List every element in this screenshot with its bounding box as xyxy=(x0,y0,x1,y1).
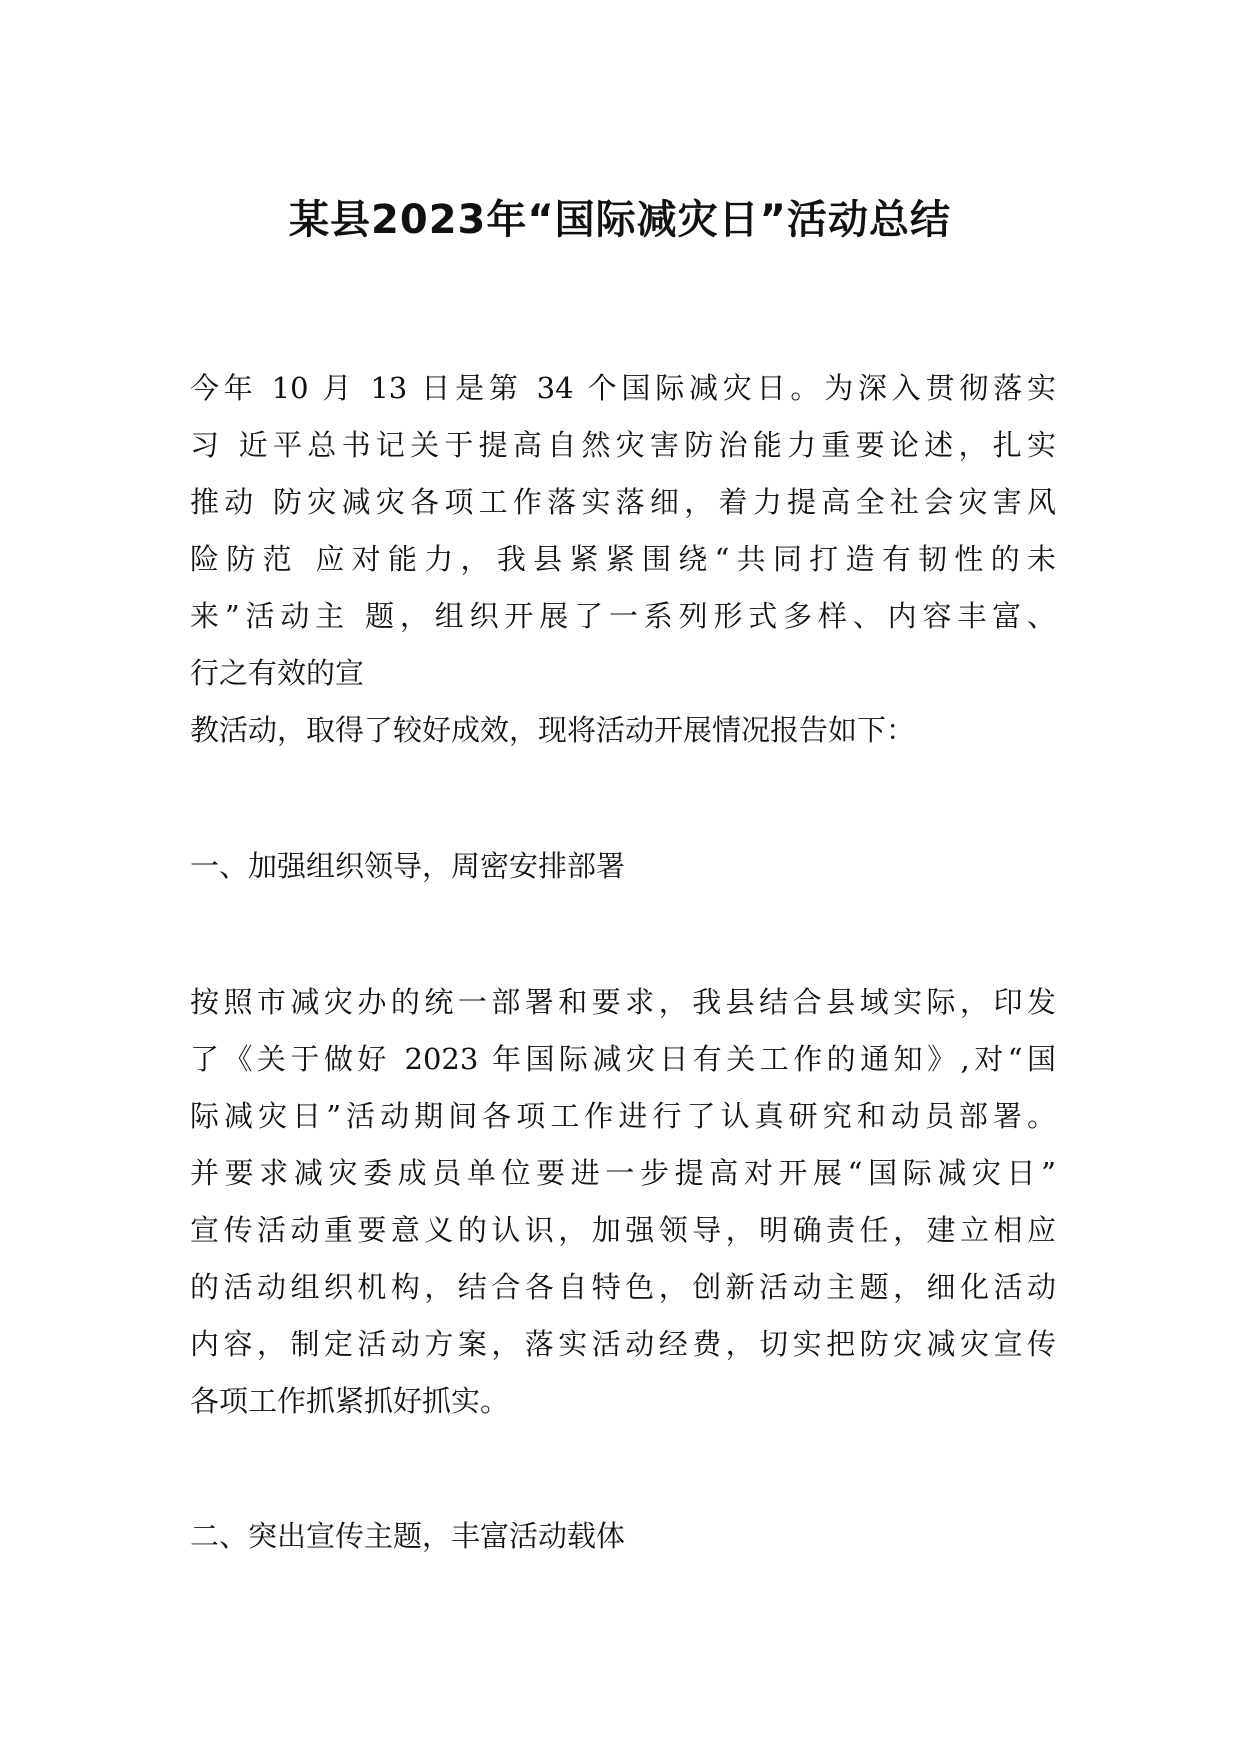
section1-line: 际减灾日”活动期间各项工作进行了认真研究和动员部署。 xyxy=(190,1099,1056,1133)
section1-line: 内容，制定活动方案，落实活动经费，切实把防灾减灾宣传 xyxy=(190,1327,1056,1361)
intro-line: 习 近平总书记关于提高自然灾害防治能力重要论述，扎实 xyxy=(190,428,1056,462)
section1-line: 并要求减灾委成员单位要进一步提高对开展“国际减灾日” xyxy=(190,1156,1056,1190)
section1-line: 的活动组织机构，结合各自特色，创新活动主题，细化活动 xyxy=(190,1270,1056,1304)
intro-line: 险防范 应对能力，我县紧紧围绕“共同打造有韧性的未 xyxy=(190,542,1056,576)
document-title: 某县2023年“国际减灾日”活动总结 xyxy=(289,197,951,243)
section1-line: 宣传活动重要意义的认识，加强领导，明确责任，建立相应 xyxy=(190,1213,1056,1247)
section-heading-1: 一、加强组织领导，周密安排部署 xyxy=(190,849,626,883)
intro-line: 推动 防灾减灾各项工作落实落细，着力提高全社会灾害风 xyxy=(190,485,1056,519)
intro-line: 教活动，取得了较好成效，现将活动开展情况报告如下： xyxy=(190,713,916,747)
section1-line: 按照市减灾办的统一部署和要求，我县结合县域实际，印发 xyxy=(190,985,1056,1019)
section-heading-2: 二、突出宣传主题，丰富活动载体 xyxy=(190,1519,626,1553)
section1-line: 各项工作抓紧抓好抓实。 xyxy=(190,1384,510,1418)
intro-line: 来”活动主 题，组织开展了一系列形式多样、内容丰富、 xyxy=(190,599,1056,633)
section1-line: 了《关于做好 2023 年国际减灾日有关工作的通知》,对“国 xyxy=(190,1042,1056,1076)
intro-line: 今年 10 月 13 日是第 34 个国际减灾日。为深入贯彻落实 xyxy=(190,371,1056,405)
intro-line: 行之有效的宣 xyxy=(190,656,365,690)
